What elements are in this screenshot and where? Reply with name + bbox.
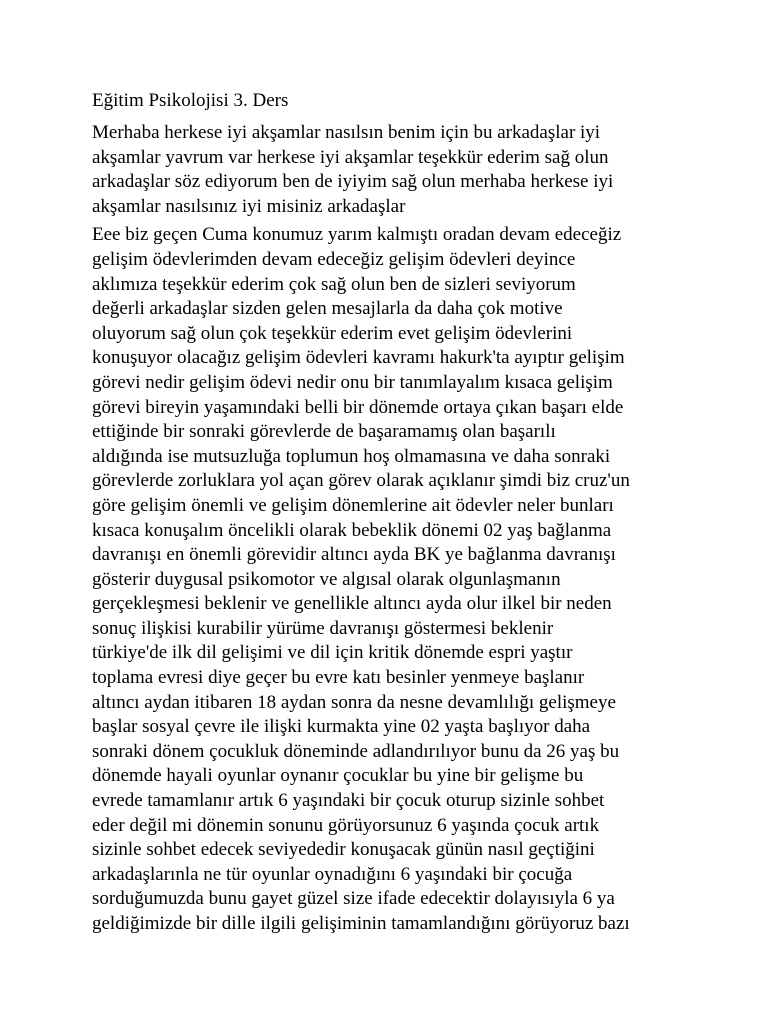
text-line: başlar sosyal çevre ile ilişki kurmakta yine 02 yaşta başlıyor daha [92,716,591,738]
text-line: değerli arkadaşlar sizden gelen mesajlarla da daha çok motive [92,298,563,320]
text-line: arkadaşlarınla ne tür oyunlar oynadığını 6 yaşındaki bir çocuğa [92,863,573,885]
text-line: konuşuyor olacağız gelişim ödevleri kavramı hakurk'ta ayıptır gelişim [92,347,625,369]
paragraph [92,223,702,936]
paragraph [92,121,702,219]
text-line: evrede tamamlanır artık 6 yaşındaki bir çocuk oturup sizinle sohbet [92,790,605,812]
text-line: Eee biz geçen Cuma konumuz yarım kalmıştı oradan devam edeceğiz [92,224,622,246]
text-line: aldığında ise mutsuzluğa toplumun hoş olmamasına ve daha sonraki [92,445,611,467]
text-line: görevlerde zorluklara yol açan görev olarak açıklanır şimdi biz cruz'un [92,470,630,492]
text-line: akşamlar nasılsınız iyi misiniz arkadaşlar [92,195,406,217]
text-line: dönemde hayali oyunlar oynanır çocuklar bu yine bir gelişme bu [92,765,584,787]
text-line: altıncı aydan itibaren 18 aydan sonra da nesne devamlılığı gelişmeye [92,691,616,713]
text-line: görevi nedir gelişim ödevi nedir onu bir tanımlayalım kısaca gelişim [92,371,613,393]
text-line: oluyorum sağ olun çok teşekkür ederim evet gelişim ödevlerini [92,322,573,344]
text-line: toplama evresi diye geçer bu evre katı besinler yenmeye başlanır [92,667,585,689]
text-line: eder değil mi dönemin sonunu görüyorsunuz 6 yaşında çocuk artık [92,814,600,836]
text-line: sonraki dönem çocukluk döneminde adlandırılıyor bunu da 26 yaş bu [92,740,620,762]
text-line: göre gelişim önemli ve gelişim dönemlerine ait ödevler neler bunları [92,494,614,516]
text-line: gerçekleşmesi beklenir ve genellikle altıncı ayda olur ilkel bir neden [92,593,612,615]
document-page [92,86,702,941]
text-line: sizinle sohbet edecek seviyededir konuşacak günün nasıl geçtiğini [92,839,595,861]
text-line: sorduğumuzda bunu gayet güzel size ifade edecektir dolayısıyla 6 ya [92,888,615,910]
text-line: arkadaşlar söz ediyorum ben de iyiyim sağ olun merhaba herkese iyi [92,171,614,193]
text-line: gösterir duygusal psikomotor ve algısal olarak olgunlaşmanın [92,568,561,590]
text-line: aklımıza teşekkür ederim çok sağ olun ben de sizleri seviyorum [92,273,576,295]
text-line: geldiğimizde bir dille ilgili gelişiminin tamamlandığını görüyoruz bazı [92,913,630,934]
text-line: akşamlar yavrum var herkese iyi akşamlar teşekkür ederim sağ olun [92,146,609,168]
text-line: ettiğinde bir sonraki görevlerde de başaramamış olan başarılı [92,421,556,443]
text-line: görevi bireyin yaşamındaki belli bir dönemde ortaya çıkan başarı elde [92,396,624,418]
document-body [92,121,702,937]
text-line: gelişim ödevlerimden devam edeceğiz gelişim ödevleri deyince [92,248,576,270]
text-line: Merhaba herkese iyi akşamlar nasılsın benim için bu arkadaşlar iyi [92,122,601,143]
text-line: davranışı en önemli görevidir altıncı ayda BK ye bağlanma davranışı [92,544,616,566]
text-line: türkiye'de ilk dil gelişimi ve dil için kritik dönemde espri yaştır [92,642,573,664]
text-line: sonuç ilişkisi kurabilir yürüme davranışı göstermesi beklenir [92,617,554,639]
text-line: kısaca konuşalım öncelikli olarak bebeklik dönemi 02 yaş bağlanma [92,519,612,541]
document-title: Eğitim Psikolojisi 3. Ders [92,90,289,111]
